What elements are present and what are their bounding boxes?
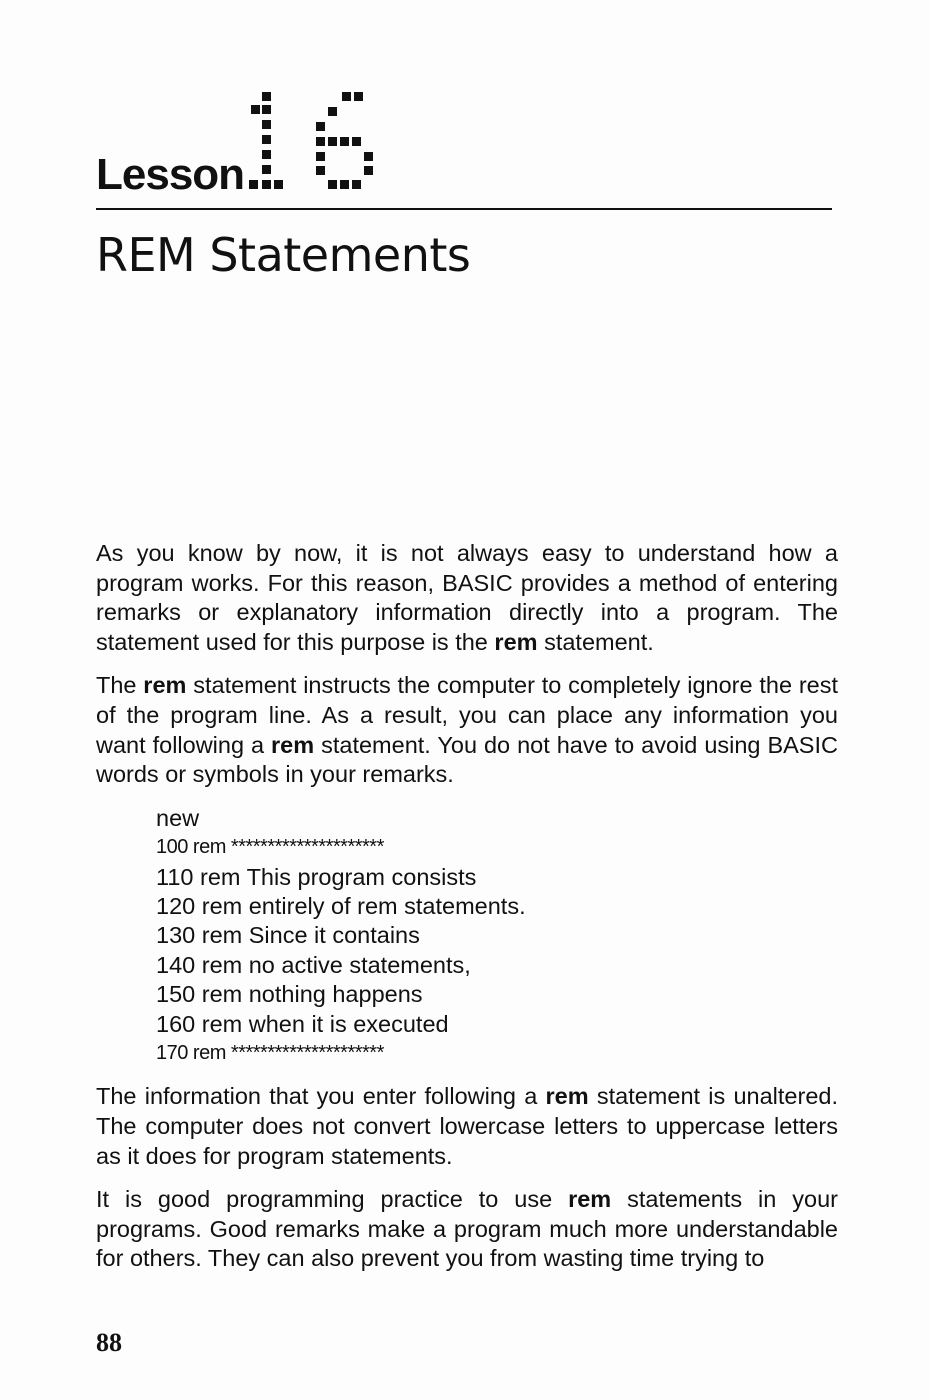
body-text — [96, 539, 838, 1288]
code-line: new — [156, 804, 200, 831]
digit-six-dots — [316, 92, 373, 189]
lesson-number-graphic — [224, 90, 404, 200]
paragraph-unaltered: The information that you enter following a rem statement is unaltered. The computer does not convert lowercase letters to uppercase letters as it does for program statements. — [96, 1083, 838, 1169]
paragraph-rem-explained: The rem statement instructs the computer to completely ignore the rest of the program line. As a result, you can place any information you want following a rem statement. You do not have to avoid using BASIC words or symbols in your remarks. — [96, 672, 838, 788]
code-line: 120 rem entirely of rem statements. — [156, 892, 526, 919]
paragraph-good-practice: It is good programming practice to use rem statements in your programs. Good remarks make a program much more understandable for others. They can also prevent you from wasting time trying to — [96, 1186, 838, 1272]
digit-one-dots — [249, 92, 283, 189]
lesson-label: Lesson — [96, 150, 245, 199]
lesson-header — [96, 80, 836, 210]
rem-keyword: rem — [568, 1186, 612, 1213]
code-listing — [156, 804, 838, 1069]
page-number: 88 — [96, 1328, 122, 1357]
code-line: 110 rem This program consists — [156, 863, 477, 890]
code-line: 140 rem no active statements, — [156, 951, 471, 978]
code-line: 170 rem ********************* — [156, 1042, 384, 1064]
code-line: 100 rem ********************* — [156, 836, 384, 859]
code-line: 160 rem when it is executed — [156, 1010, 449, 1037]
paragraph-intro: As you know by now, it is not always easy to understand how a program works. For this reason, BASIC provides a method of entering remarks or explanatory information directly into a program. The statement used for this purpose is the rem statement. — [96, 540, 838, 655]
code-line: 130 rem Since it contains — [156, 922, 420, 949]
chapter-title: REM Statements — [96, 228, 471, 282]
rem-keyword: rem — [271, 731, 315, 758]
rem-keyword: rem — [143, 672, 187, 699]
rem-keyword: rem — [545, 1083, 589, 1110]
rem-keyword: rem — [494, 628, 538, 655]
title-rule — [96, 208, 832, 210]
code-line: 150 rem nothing happens — [156, 981, 423, 1008]
